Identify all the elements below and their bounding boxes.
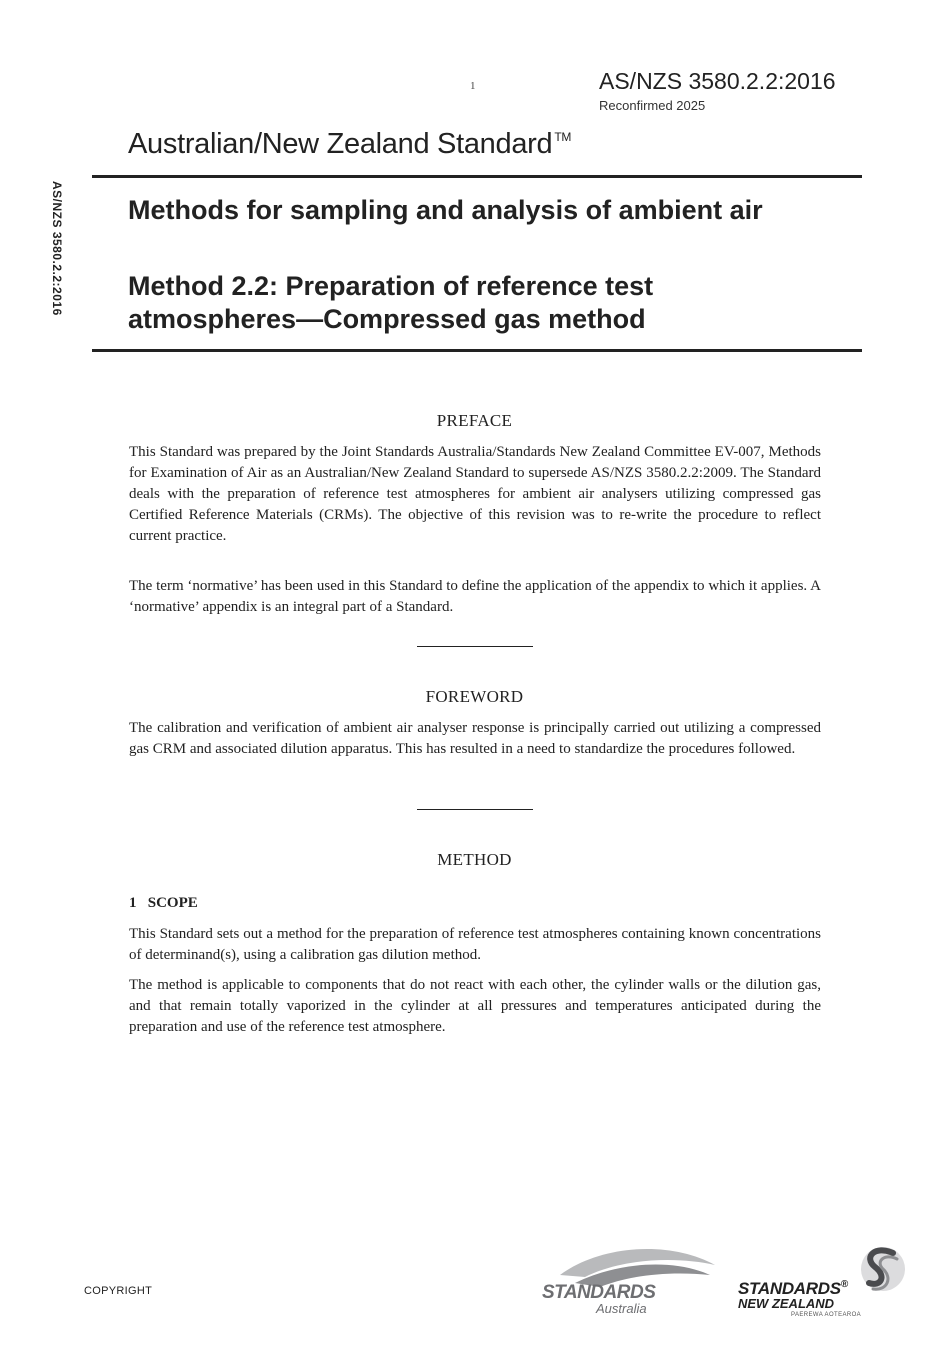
scope-paragraph-1: This Standard sets out a method for the preparation of reference test atmospheres containing known concentrations of determinand(s), using a calibration gas dilution method. bbox=[129, 926, 821, 963]
page-number: 1 bbox=[470, 80, 476, 92]
scope-paragraph-2: The method is applicable to components that do not react with each other, the cylinder walls or the dilution gas, and that remain totally vaporized in the cylinder at all pressures and temperatures anticipated during the preparation and use of the reference test atmosphere. bbox=[129, 977, 821, 1035]
standards-nz-tagline: PAEREWA AOTEAROA bbox=[791, 1312, 862, 1318]
document-id: AS/NZS 3580.2.2:2016 bbox=[599, 68, 836, 94]
standards-nz-subtitle: NEW ZEALAND bbox=[738, 1296, 835, 1311]
scope-heading: 1 SCOPE bbox=[129, 895, 198, 911]
sub-title: Method 2.2: Preparation of reference test atmospheres—Compressed gas method bbox=[128, 271, 654, 334]
trademark-mark: TM bbox=[554, 130, 572, 144]
registered-mark: ® bbox=[840, 1279, 848, 1290]
preface-paragraph-1: This Standard was prepared by the Joint Standards Australia/Standards New Zealand Committee EV-007, Methods for Examination of Air as an Australian/New Zealand Standard to supersede AS/NZS 3580.2.2:2009. The Standard deals with the preparation of reference test atmospheres for ambient air analysers utilizing compressed gas Certified Reference Materials (CRMs). The objective of this revision was to re-write the procedure to reflect current practice. bbox=[129, 444, 821, 544]
section-separator bbox=[417, 646, 533, 647]
main-title: Methods for sampling and analysis of ambient air bbox=[128, 195, 763, 225]
standard-title bbox=[128, 128, 571, 161]
reconfirmed-note: Reconfirmed 2025 bbox=[599, 98, 706, 113]
standards-new-zealand-logo bbox=[735, 1243, 910, 1323]
foreword-heading: FOREWORD bbox=[425, 687, 524, 706]
standards-australia-wordmark: STANDARDS bbox=[542, 1282, 656, 1303]
preface-heading: PREFACE bbox=[436, 411, 513, 430]
method-heading: METHOD bbox=[437, 850, 512, 869]
spine-label: AS/NZS 3580.2.2:2016 bbox=[50, 181, 64, 316]
standards-australia-subtitle: Australia bbox=[596, 1301, 647, 1316]
standards-australia-logo bbox=[530, 1245, 725, 1320]
copyright-label: COPYRIGHT bbox=[84, 1285, 153, 1297]
section-separator bbox=[417, 809, 533, 810]
standards-nz-wordmark-text: STANDARDS bbox=[738, 1279, 841, 1298]
top-rule bbox=[92, 175, 862, 178]
standard-title-text: Australian/New Zealand Standard bbox=[128, 128, 553, 160]
preface-paragraph-2: The term ‘normative’ has been used in this Standard to define the application of the appendix to which it applies. A ‘normative’ appendix is an integral part of a Standard. bbox=[129, 578, 821, 615]
foreword-paragraph: The calibration and verification of ambient air analyser response is principally carried out utilizing a compressed gas CRM and associated dilution apparatus. This has resulted in a need to standardize the procedures followed. bbox=[129, 720, 821, 757]
bottom-rule bbox=[92, 349, 862, 352]
